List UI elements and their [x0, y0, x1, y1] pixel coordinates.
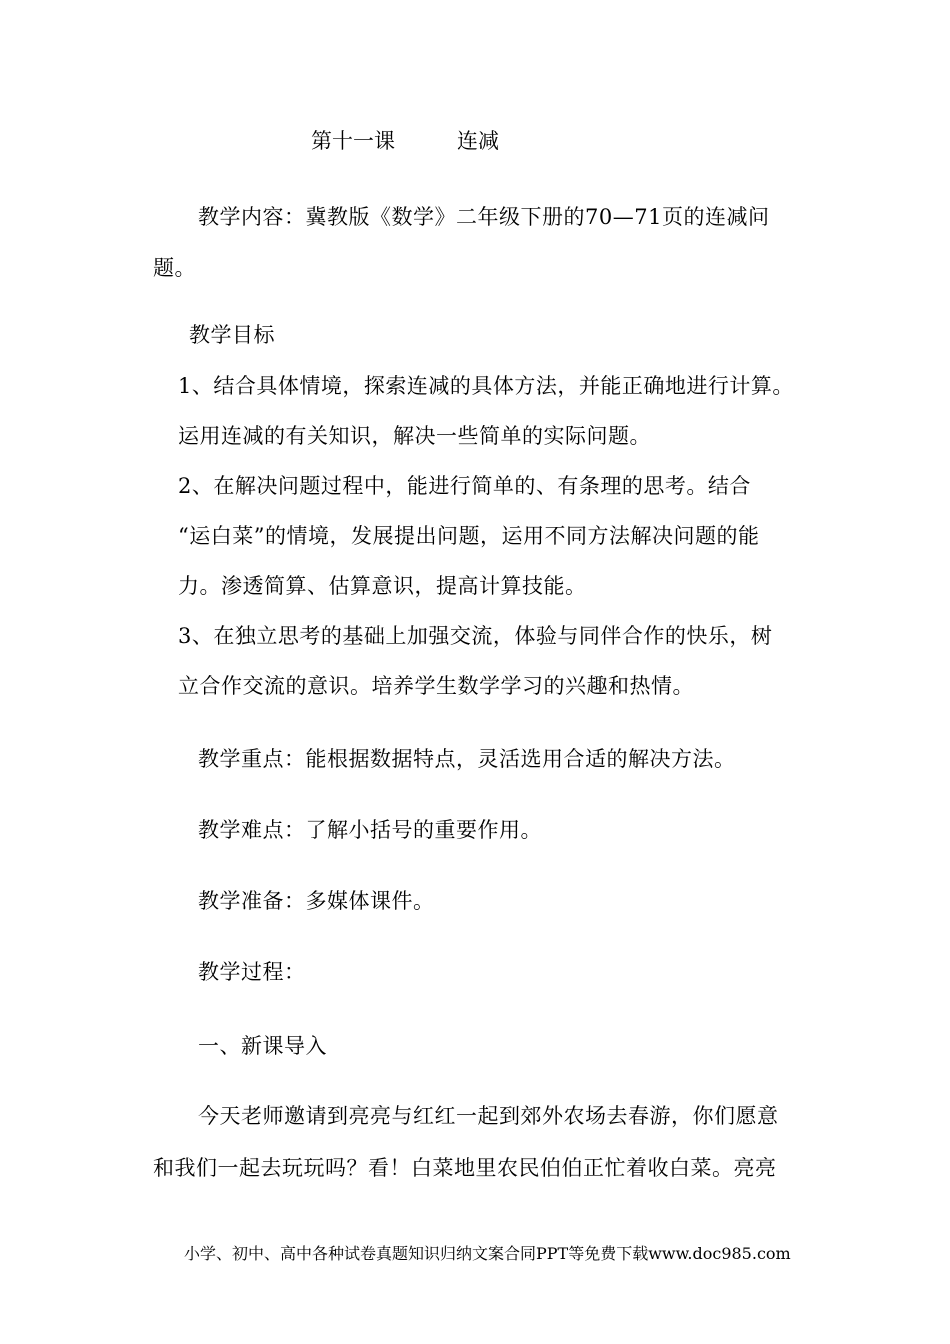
intro-line-2: 和我们一起去玩玩吗？看！白菜地里农民伯伯正忙着收白菜。亮亮	[153, 1156, 777, 1180]
lesson-topic: 连减	[457, 129, 499, 153]
objective-3-line-2: 立合作交流的意识。培养学生数学学习的兴趣和热情。	[178, 674, 694, 698]
objective-2-line-3: 力。渗透简算、估算意识，提高计算技能。	[178, 574, 587, 598]
preparation: 教学准备：多媒体课件。	[198, 889, 435, 913]
lesson-title	[311, 126, 499, 156]
objective-2-line-2: “运白菜”的情境，发展提出问题，运用不同方法解决问题的能	[178, 524, 760, 548]
content-line-1: 教学内容：冀教版《数学》二年级下册的70—71页的连减问	[198, 205, 770, 229]
lesson-number: 第十一课	[311, 129, 395, 153]
objectives-heading: 教学目标	[189, 323, 275, 347]
section-1-heading: 一、新课导入	[198, 1034, 327, 1058]
objective-1-line-2: 运用连减的有关知识，解决一些简单的实际问题。	[178, 424, 651, 448]
process-heading: 教学过程：	[198, 960, 306, 984]
content-line-2: 题。	[153, 256, 196, 280]
page-footer: 小学、初中、高中各种试卷真题知识归纳文案合同PPT等免费下载www.doc985.com	[184, 1244, 791, 1263]
objective-2-line-1: 2、在解决问题过程中，能进行简单的、有条理的思考。结合	[178, 474, 751, 498]
objective-1-line-1: 1、结合具体情境，探索连减的具体方法，并能正确地进行计算。	[178, 374, 794, 398]
difficulty: 教学难点：了解小括号的重要作用。	[198, 818, 542, 842]
key-point: 教学重点：能根据数据特点，灵活选用合适的解决方法。	[198, 747, 736, 771]
intro-line-1: 今天老师邀请到亮亮与红红一起到郊外农场去春游，你们愿意	[198, 1104, 779, 1128]
objective-3-line-1: 3、在独立思考的基础上加强交流，体验与同伴合作的快乐，树	[178, 624, 773, 648]
